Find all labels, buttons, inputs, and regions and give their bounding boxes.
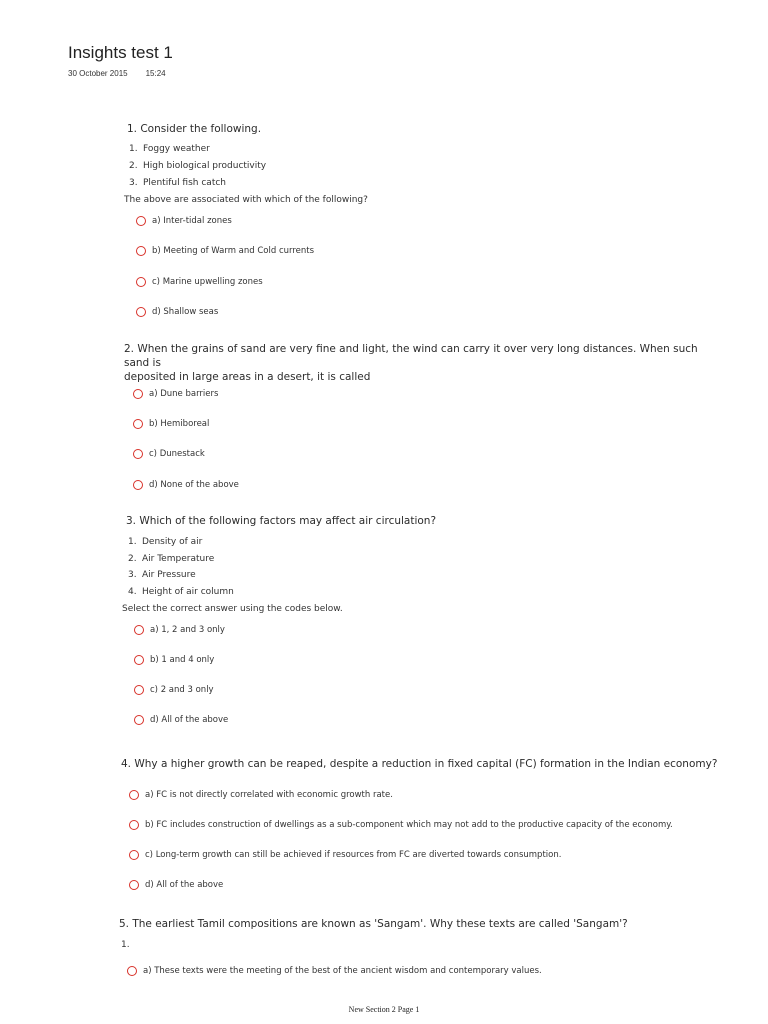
q4-option-b[interactable]: [129, 818, 673, 832]
q1-option-b[interactable]: [136, 244, 314, 258]
question-3-item-3: 3. Air Pressure: [128, 570, 196, 580]
q2-option-a[interactable]: [133, 387, 218, 401]
radio-button-icon[interactable]: [134, 685, 144, 695]
option-label: c) Dunestack: [149, 449, 205, 459]
q2-option-b[interactable]: [133, 417, 209, 431]
radio-button-icon[interactable]: [129, 820, 139, 830]
question-3-title: 3. Which of the following factors may affect air circulation?: [126, 515, 437, 527]
option-label: d) None of the above: [149, 480, 239, 490]
radio-button-icon[interactable]: [134, 625, 144, 635]
option-label: a) These texts were the meeting of the best of the ancient wisdom and contemporary values.: [143, 966, 542, 976]
q2-option-c[interactable]: [133, 447, 205, 461]
radio-button-icon[interactable]: [129, 880, 139, 890]
radio-button-icon[interactable]: [129, 850, 139, 860]
option-label: d) Shallow seas: [152, 307, 219, 317]
q1-option-d[interactable]: [136, 305, 218, 319]
radio-button-icon[interactable]: [136, 246, 146, 256]
option-label: b) 1 and 4 only: [150, 655, 215, 665]
radio-button-icon[interactable]: [129, 790, 139, 800]
question-3-item-1: 1. Density of air: [128, 537, 203, 547]
option-label: a) 1, 2 and 3 only: [150, 625, 225, 635]
q2-option-d[interactable]: [133, 478, 239, 492]
option-label: b) Meeting of Warm and Cold currents: [152, 246, 315, 256]
option-label: a) FC is not directly correlated with economic growth rate.: [145, 790, 393, 800]
radio-button-icon[interactable]: [133, 449, 143, 459]
option-label: a) Inter-tidal zones: [152, 216, 232, 226]
question-1-item-1: 1. Foggy weather: [129, 144, 210, 154]
q4-option-c[interactable]: [129, 848, 561, 862]
q3-option-c[interactable]: [134, 683, 214, 697]
timestamp: [68, 69, 166, 78]
question-1-title: 1. Consider the following.: [127, 123, 262, 135]
question-5-item-1: 1.: [121, 940, 130, 950]
radio-button-icon[interactable]: [136, 216, 146, 226]
question-3-item-4: 4. Height of air column: [128, 587, 234, 597]
question-3-item-2: 2. Air Temperature: [128, 554, 215, 564]
page-title: Insights test 1: [68, 43, 173, 62]
radio-button-icon[interactable]: [136, 277, 146, 287]
question-1-stem: The above are associated with which of the following?: [124, 195, 368, 205]
option-label: b) FC includes construction of dwellings as a sub-component which may not add to the productive capacity of the economy.: [145, 820, 673, 830]
radio-button-icon[interactable]: [133, 419, 143, 429]
question-1-item-3: 3. Plentiful fish catch: [129, 178, 226, 188]
radio-button-icon[interactable]: [127, 966, 137, 976]
radio-button-icon[interactable]: [136, 307, 146, 317]
page-footer: New Section 2 Page 1: [348, 1005, 420, 1014]
option-label: c) Marine upwelling zones: [152, 277, 263, 287]
q1-option-a[interactable]: [136, 214, 232, 228]
question-1-item-2: 2. High biological productivity: [129, 161, 267, 171]
q1-option-c[interactable]: [136, 275, 263, 289]
question-2-title: 2. When the grains of sand are very fine and light, the wind can carry it over very long distances. When such sand is deposited in large areas in a desert, it is called: [124, 343, 698, 383]
question-4-title: 4. Why a higher growth can be reaped, despite a reduction in fixed capital (FC) formation in the Indian economy?: [121, 758, 718, 770]
radio-button-icon[interactable]: [133, 480, 143, 490]
q4-option-d[interactable]: [129, 878, 223, 892]
date-label: 30 October 2015: [68, 69, 128, 78]
question-3-stem: Select the correct answer using the codes below.: [122, 604, 343, 614]
radio-button-icon[interactable]: [133, 389, 143, 399]
q4-option-a[interactable]: [129, 788, 393, 802]
q3-option-d[interactable]: [134, 713, 228, 727]
time-label: 15:24: [145, 69, 166, 78]
question-5-title: 5. The earliest Tamil compositions are known as 'Sangam'. Why these texts are called 'Sangam'?: [119, 918, 628, 930]
option-label: d) All of the above: [150, 715, 229, 725]
option-label: a) Dune barriers: [149, 389, 219, 399]
q3-option-a[interactable]: [134, 623, 225, 637]
option-label: c) Long-term growth can still be achieved if resources from FC are diverted towards consumption.: [145, 850, 562, 860]
q5-option-a[interactable]: [127, 964, 542, 978]
option-label: d) All of the above: [145, 880, 224, 890]
q3-option-b[interactable]: [134, 653, 214, 667]
option-label: c) 2 and 3 only: [150, 685, 214, 695]
option-label: b) Hemiboreal: [149, 419, 210, 429]
radio-button-icon[interactable]: [134, 655, 144, 665]
radio-button-icon[interactable]: [134, 715, 144, 725]
